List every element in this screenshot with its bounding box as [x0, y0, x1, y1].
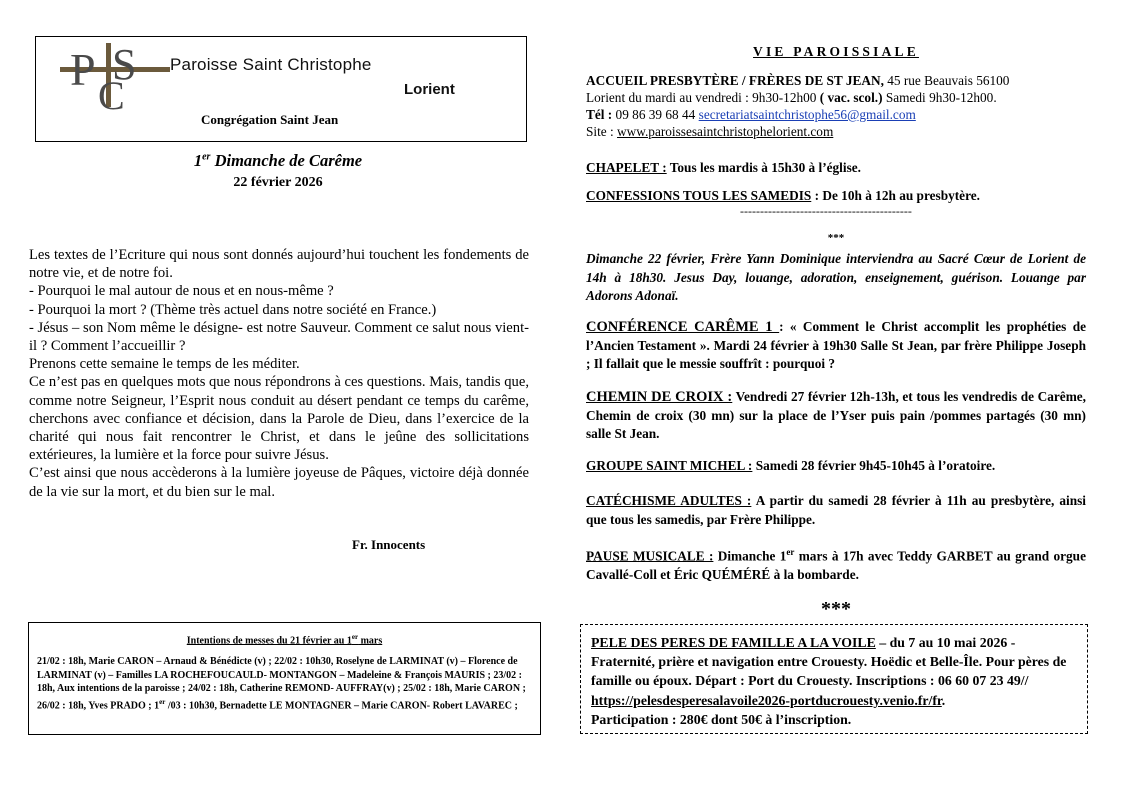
- conference-section: CONFÉRENCE CARÊME 1 : « Comment le Christ accomplit les prophéties de l’Ancien Testament ». Mardi 24 février à 19h30 Salle St Jean, par frère Philippe Joseph ; Il fallait que le messie souffrît : pourquoi ?: [586, 319, 1086, 372]
- sunday-date: 22 février 2026: [233, 175, 323, 190]
- saint-michel-section: GROUPE SAINT MICHEL : Samedi 28 février 9h45-10h45 à l’oratoire.: [586, 458, 996, 473]
- intentions-text: 21/02 : 18h, Marie CARON – Arnaud & Bénédicte (v) ; 22/02 : 10h30, Roselyne de LARMINAT (v) – Florence de LARMINAT (v) – Familles LA ROCHEFOUCAULD- MONTANGON – Madeleine & François MAURIS ; 23/02 : 18h, Aux intentions de la paroisse ; 24/02 : 18h, Catherine REMOND- AUFFRAY(v) ; 25/02 : 18h, Marie CARON ; 26/02 : 18h, Yves PRADO ; 1er /03 : 10h30, Bernadette LE MONTAGNER – Marie CARON- Robert LAVAREC ;: [37, 656, 526, 711]
- pele-label: PELE DES PERES DE FAMILLE A LA VOILE: [591, 635, 876, 650]
- homily-paragraph: Les textes de l’Ecriture qui nous sont donnés aujourd’hui touchent les fondements de notre vie, et de notre foi.: [29, 247, 529, 282]
- homily-paragraph: - Pourquoi le mal autour de nous et en nous-même ?: [29, 283, 334, 300]
- homily-text: [29, 246, 529, 501]
- sunday-title: 1er Dimanche de Carême: [193, 151, 363, 170]
- accueil-label: ACCUEIL PRESBYTÈRE / FRÈRES DE ST JEAN,: [586, 73, 884, 88]
- email-link[interactable]: secretariatsaintchristophe56@gmail.com: [698, 107, 916, 122]
- intentions-title: Intentions de messes du 21 février au 1er mars: [186, 633, 383, 647]
- homily-paragraph: Prenons cette semaine le temps de les méditer.: [29, 356, 300, 373]
- tel-label: Tél :: [586, 107, 613, 122]
- confessions-section: CONFESSIONS TOUS LES SAMEDIS : De 10h à 12h au presbytère.: [586, 188, 980, 203]
- homily-paragraph: Ce n’est pas en quelques mots que nous répondrons à ces questions. Mais, tandis que, comme notre Seigneur, l’Esprit nous conduit au désert pendant ce temps du carême, cherchons avec confiance et décision, dans la Parole de Dieu, dans l’exercice de la charité qui nous fait rencontrer le Christ, et dans le jeûne des sollicitations extérieures, la lumière et la force pour suivre Jésus.: [29, 374, 529, 464]
- pele-participation: Participation : 280€ dont 50€ à l’inscription.: [591, 711, 852, 727]
- svg-text:S: S: [112, 40, 137, 89]
- homily-paragraph: - Pourquoi la mort ? (Thème très actuel dans notre société en France.): [29, 301, 437, 318]
- dimanche-announcement: Dimanche 22 février, Frère Yann Dominique interviendra au Sacré Cœur de Lorient de 14h à 18h30. Jesus Day, louange, adoration, enseignement, guérison. Louange par Adorons Adonaï.: [586, 251, 1086, 304]
- pele-box: PELE DES PERES DE FAMILLE A LA VOILE – du 7 au 10 mai 2026 - Fraternité, prière et navigation entre Crouesty. Hoëdic et Belle-Île. Pour pères de famille ou époux. Départ : Port du Crouesty. Inscriptions : 06 60 07 23 49// https://pelesdesperesalavoile2026-portducrouesty.venio.fr/fr. Participation : 280€ dont 50€ à l’inscription.: [580, 624, 1088, 734]
- catechisme-section: CATÉCHISME ADULTES : A partir du samedi 28 février à 11h au presbytère, ainsi que tous les samedis, par Frère Philippe.: [586, 493, 1086, 527]
- svg-text:C: C: [98, 73, 125, 111]
- intentions-box: [28, 622, 541, 735]
- parish-name: Paroisse Saint Christophe: [170, 55, 372, 74]
- pele-link[interactable]: https://pelesdesperesalavoile2026-portducrouesty.venio.fr/fr: [591, 692, 942, 708]
- stars-separator-large: ***: [821, 598, 851, 620]
- homily-paragraph: C’est ainsi que nous accèderons à la lumière joyeuse de Pâques, victoire déjà donnée de la vie sur la mort, et du bien sur le mal.: [29, 465, 529, 500]
- chemin-de-croix-section: CHEMIN DE CROIX : Vendredi 27 février 12h-13h, et tous les vendredis de Carême, Chemin de croix (30 mn) sur la place de l’Yser puis pain /pommes partagés (30 mn) salle St Jean.: [586, 389, 1086, 442]
- tel-value: 09 86 39 68 44: [612, 107, 699, 122]
- parish-logo-icon: [60, 39, 170, 111]
- separator-line: -------------------------------------------: [740, 204, 912, 218]
- chapelet-section: CHAPELET : Tous les mardis à 15h30 à l’église.: [586, 160, 861, 175]
- signature: Fr. Innocents: [352, 537, 426, 552]
- homily-paragraph: - Jésus – son Nom même le désigne- est notre Sauveur. Comment ce salut nous vient-il ? Comment l’accueillir ?: [29, 319, 529, 355]
- svg-text:P: P: [70, 44, 96, 95]
- vie-paroissiale-title: VIE PAROISSIALE: [753, 44, 919, 59]
- header-box: [35, 36, 527, 142]
- congregation: Congrégation Saint Jean: [201, 112, 339, 127]
- stars-separator: ***: [827, 232, 845, 244]
- accueil-info: ACCUEIL PRESBYTÈRE / FRÈRES DE ST JEAN, 45 rue Beauvais 56100 Lorient du mardi au vendredi : 9h30-12h00 ( vac. scol.) Samedi 9h30-12h00. Tél : 09 86 39 68 44 secretariatsaintchristophe56@gmail.com Site : www.paroissesaintchristophelorient.com: [586, 73, 1010, 139]
- site-link[interactable]: www.paroissesaintchristophelorient.com: [617, 124, 834, 139]
- parish-city: Lorient: [404, 81, 455, 98]
- pause-musicale-section: PAUSE MUSICALE : Dimanche 1er mars à 17h avec Teddy GARBET au grand orgue Cavallé-Coll et Éric QUÉMÉRÉ à la bombarde.: [586, 547, 1086, 583]
